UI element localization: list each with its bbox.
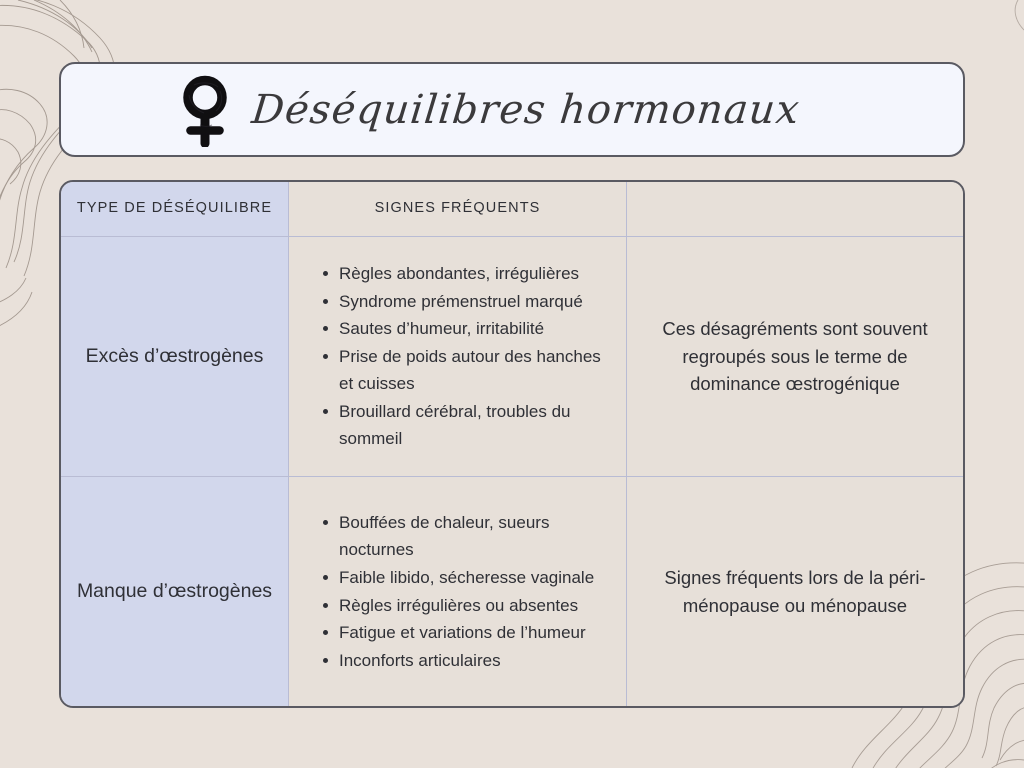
row-type-label: Manque d’œstrogènes xyxy=(76,579,273,602)
table-row xyxy=(61,237,963,477)
list-item: Syndrome prémenstruel marqué xyxy=(323,288,618,316)
table-row xyxy=(61,477,963,706)
list-item: Prise de poids autour des hanches et cuisses xyxy=(323,343,618,398)
page-title: Déséquilibres hormonaux xyxy=(249,86,803,133)
row-note-cell xyxy=(627,237,963,476)
header-cell-note xyxy=(627,182,963,236)
header-banner xyxy=(59,62,965,157)
header-cell-type xyxy=(61,182,289,236)
header-label-type: TYPE DE DÉSÉQUILIBRE xyxy=(76,200,273,217)
list-item: Faible libido, sécheresse vaginale xyxy=(323,564,618,592)
table-header-row xyxy=(61,182,963,237)
list-item: Inconforts articulaires xyxy=(323,647,618,675)
row-type-cell xyxy=(61,477,289,706)
hormonal-imbalance-table xyxy=(59,180,965,708)
list-item: Règles irrégulières ou absentes xyxy=(323,592,618,620)
list-item: Règles abondantes, irrégulières xyxy=(323,260,618,288)
row-signs-cell xyxy=(289,237,627,476)
list-item: Bouffées de chaleur, sueurs nocturnes xyxy=(323,509,618,564)
row-signs-cell xyxy=(289,477,627,706)
venus-symbol-icon xyxy=(174,73,236,147)
row-type-label: Excès d’œstrogènes xyxy=(85,344,264,367)
signs-list xyxy=(289,260,626,453)
list-item: Brouillard cérébral, troubles du sommeil xyxy=(323,398,618,453)
row-note-label: Ces désagréments sont souvent regroupés sous le terme de dominance œstrogénique xyxy=(662,318,928,395)
row-note-cell xyxy=(627,477,963,706)
row-type-cell xyxy=(61,237,289,476)
row-note-label: Signes fréquents lors de la péri-ménopause ou ménopause xyxy=(664,567,926,616)
signs-list xyxy=(289,509,626,674)
header-cell-signs xyxy=(289,182,627,236)
list-item: Sautes d’humeur, irritabilité xyxy=(323,315,618,343)
header-label-signs: SIGNES FRÉQUENTS xyxy=(374,200,541,217)
list-item: Fatigue et variations de l’humeur xyxy=(323,619,618,647)
